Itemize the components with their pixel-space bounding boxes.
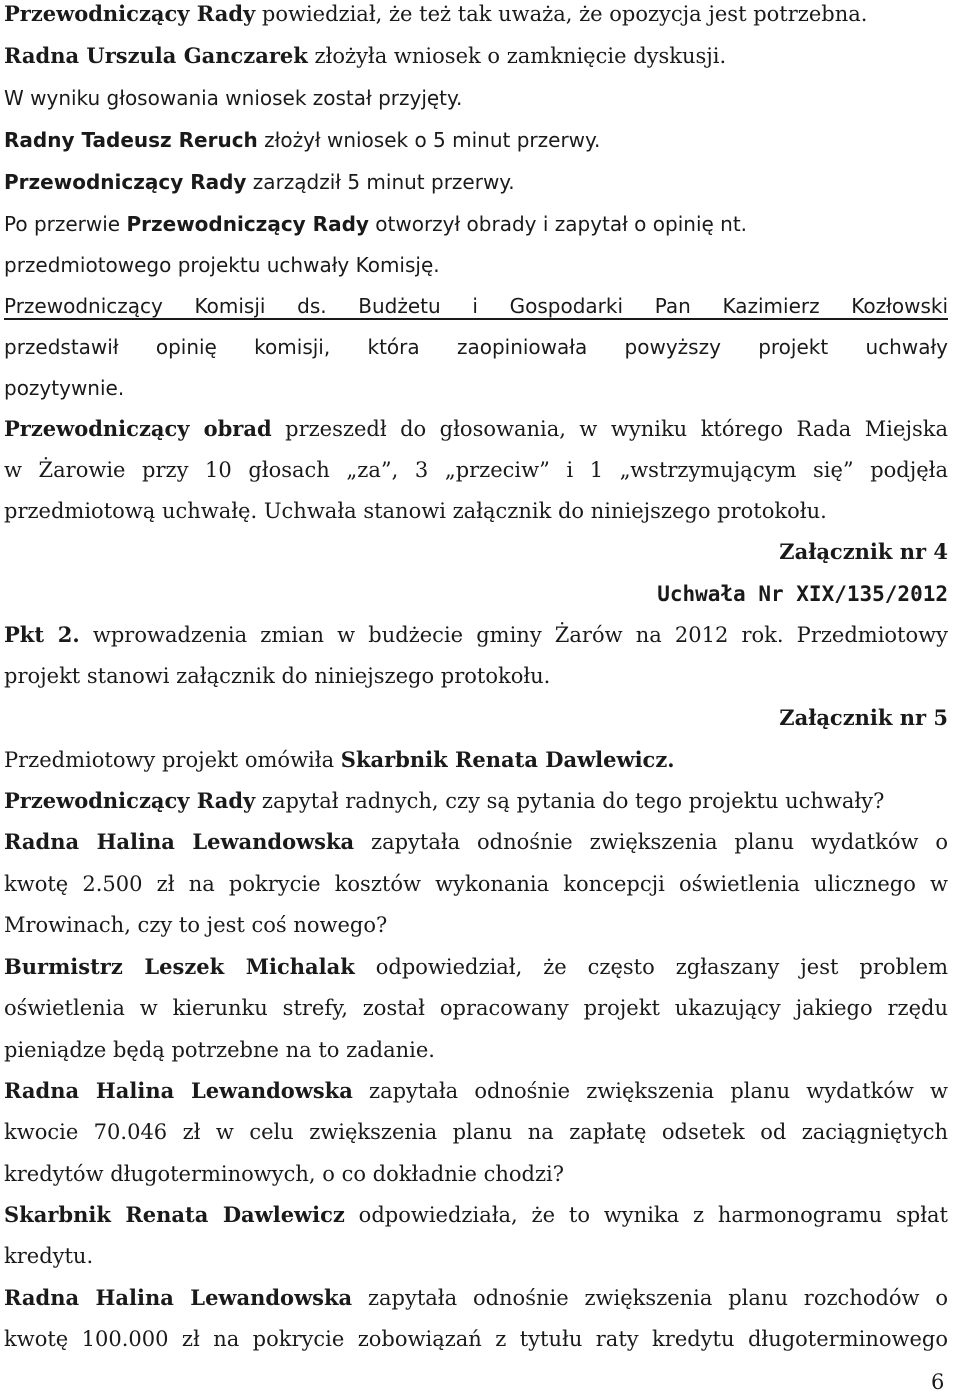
paragraph-line: Przedmiotowy projekt omówiła Skarbnik Renata Dawlewicz. bbox=[4, 747, 675, 772]
paragraph-line: w Żarowie przy 10 głosach „za”, 3 „przeciw” i 1 „wstrzymującym się” podjęła bbox=[4, 458, 948, 482]
paragraph-line: Mrowinach, czy to jest coś nowego? bbox=[4, 913, 388, 937]
paragraph-line: przedmiotowego projektu uchwały Komisję. bbox=[4, 253, 440, 277]
paragraph-line: kredytu. bbox=[4, 1244, 94, 1268]
speaker-name: Radna Halina Lewandowska bbox=[4, 1285, 353, 1310]
paragraph-line: przedmiotową uchwałę. Uchwała stanowi załącznik do niniejszego protokołu. bbox=[4, 499, 827, 523]
speaker-name: Przewodniczący Rady bbox=[126, 212, 369, 236]
speaker-name: Skarbnik Renata Dawlewicz. bbox=[340, 747, 675, 772]
agenda-item-label: Pkt 2. bbox=[4, 622, 80, 647]
resolution-number: Uchwała Nr XIX/135/2012 bbox=[657, 582, 948, 606]
paragraph-line: oświetlenia w kierunku strefy, został opracowany projekt ukazujący jakiego rzędu bbox=[4, 996, 948, 1020]
paragraph-line: kwotę 2.500 zł na pokrycie kosztów wykonania koncepcji oświetlenia ulicznego w bbox=[4, 872, 948, 896]
paragraph-line: pieniądze będą potrzebne na to zadanie. bbox=[4, 1038, 435, 1062]
paragraph-line: Radna Halina Lewandowska zapytała odnośnie zwiększenia planu wydatków w bbox=[4, 1078, 949, 1103]
speaker-name: Radna Halina Lewandowska bbox=[4, 1078, 353, 1103]
paragraph-line: Radna Halina Lewandowska zapytała odnośnie zwiększenia planu rozchodów o bbox=[4, 1285, 948, 1310]
paragraph-line: Przewodniczący Rady zapytał radnych, czy są pytania do tego projektu uchwały? bbox=[4, 788, 885, 813]
speaker-name: Burmistrz Leszek Michalak bbox=[4, 954, 355, 979]
paragraph-line: Skarbnik Renata Dawlewicz odpowiedziała, że to wynika z harmonogramu spłat bbox=[4, 1202, 948, 1227]
paragraph-line: kwotę 100.000 zł na pokrycie zobowiązań z tytułu raty kredytu długoterminowego bbox=[4, 1327, 948, 1351]
paragraph-line: Radna Halina Lewandowska zapytała odnośnie zwiększenia planu wydatków o bbox=[4, 829, 949, 854]
paragraph-line: Pkt 2. wprowadzenia zmian w budżecie gminy Żarów na 2012 rok. Przedmiotowy bbox=[4, 622, 948, 647]
speaker-name: Radna Halina Lewandowska bbox=[4, 829, 355, 854]
paragraph-line: Po przerwie Przewodniczący Rady otworzył obrady i zapytał o opinię nt. bbox=[4, 212, 748, 236]
speaker-name: Przewodniczący Rady bbox=[4, 1, 256, 26]
paragraph-line: W wyniku głosowania wniosek został przyjęty. bbox=[4, 86, 463, 110]
page-number: 6 bbox=[931, 1370, 945, 1394]
speaker-name: Przewodniczący Rady bbox=[4, 170, 247, 194]
paragraph-line: przedstawił opinię komisji, która zaopiniowała powyższy projekt uchwały bbox=[4, 335, 948, 359]
paragraph-line: kredytów długoterminowych, o co dokładnie chodzi? bbox=[4, 1162, 565, 1186]
speaker-name: Radny Tadeusz Reruch bbox=[4, 128, 258, 152]
speaker-name: Skarbnik Renata Dawlewicz bbox=[4, 1202, 345, 1227]
paragraph-line: Przewodniczący obrad przeszedł do głosowania, w wyniku którego Rada Miejska bbox=[4, 416, 948, 441]
speaker-name: Radna Urszula Ganczarek bbox=[4, 43, 308, 68]
annex-label: Załącznik nr 4 bbox=[779, 539, 948, 564]
paragraph-line: Przewodniczący Rady powiedział, że też tak uważa, że opozycja jest potrzebna. bbox=[4, 1, 868, 26]
speaker-name: Przewodniczący obrad bbox=[4, 416, 272, 441]
annex-label: Załącznik nr 5 bbox=[779, 705, 948, 730]
paragraph-line: Burmistrz Leszek Michalak odpowiedział, że często zgłaszany jest problem bbox=[4, 954, 948, 979]
speaker-name: Przewodniczący Rady bbox=[4, 788, 256, 813]
paragraph-line: Przewodniczący Komisji ds. Budżetu i Gospodarki Pan Kazimierz Kozłowski bbox=[4, 294, 948, 318]
paragraph-line: kwocie 70.046 zł w celu zwiększenia planu na zapłatę odsetek od zaciągniętych bbox=[4, 1120, 948, 1144]
paragraph-line: Przewodniczący Rady zarządził 5 minut przerwy. bbox=[4, 170, 515, 194]
paragraph-line: pozytywnie. bbox=[4, 376, 125, 400]
paragraph-line: Radny Tadeusz Reruch złożył wniosek o 5 minut przerwy. bbox=[4, 128, 601, 152]
paragraph-line: projekt stanowi załącznik do niniejszego protokołu. bbox=[4, 664, 551, 688]
paragraph-line: Radna Urszula Ganczarek złożyła wniosek o zamknięcie dyskusji. bbox=[4, 43, 727, 68]
